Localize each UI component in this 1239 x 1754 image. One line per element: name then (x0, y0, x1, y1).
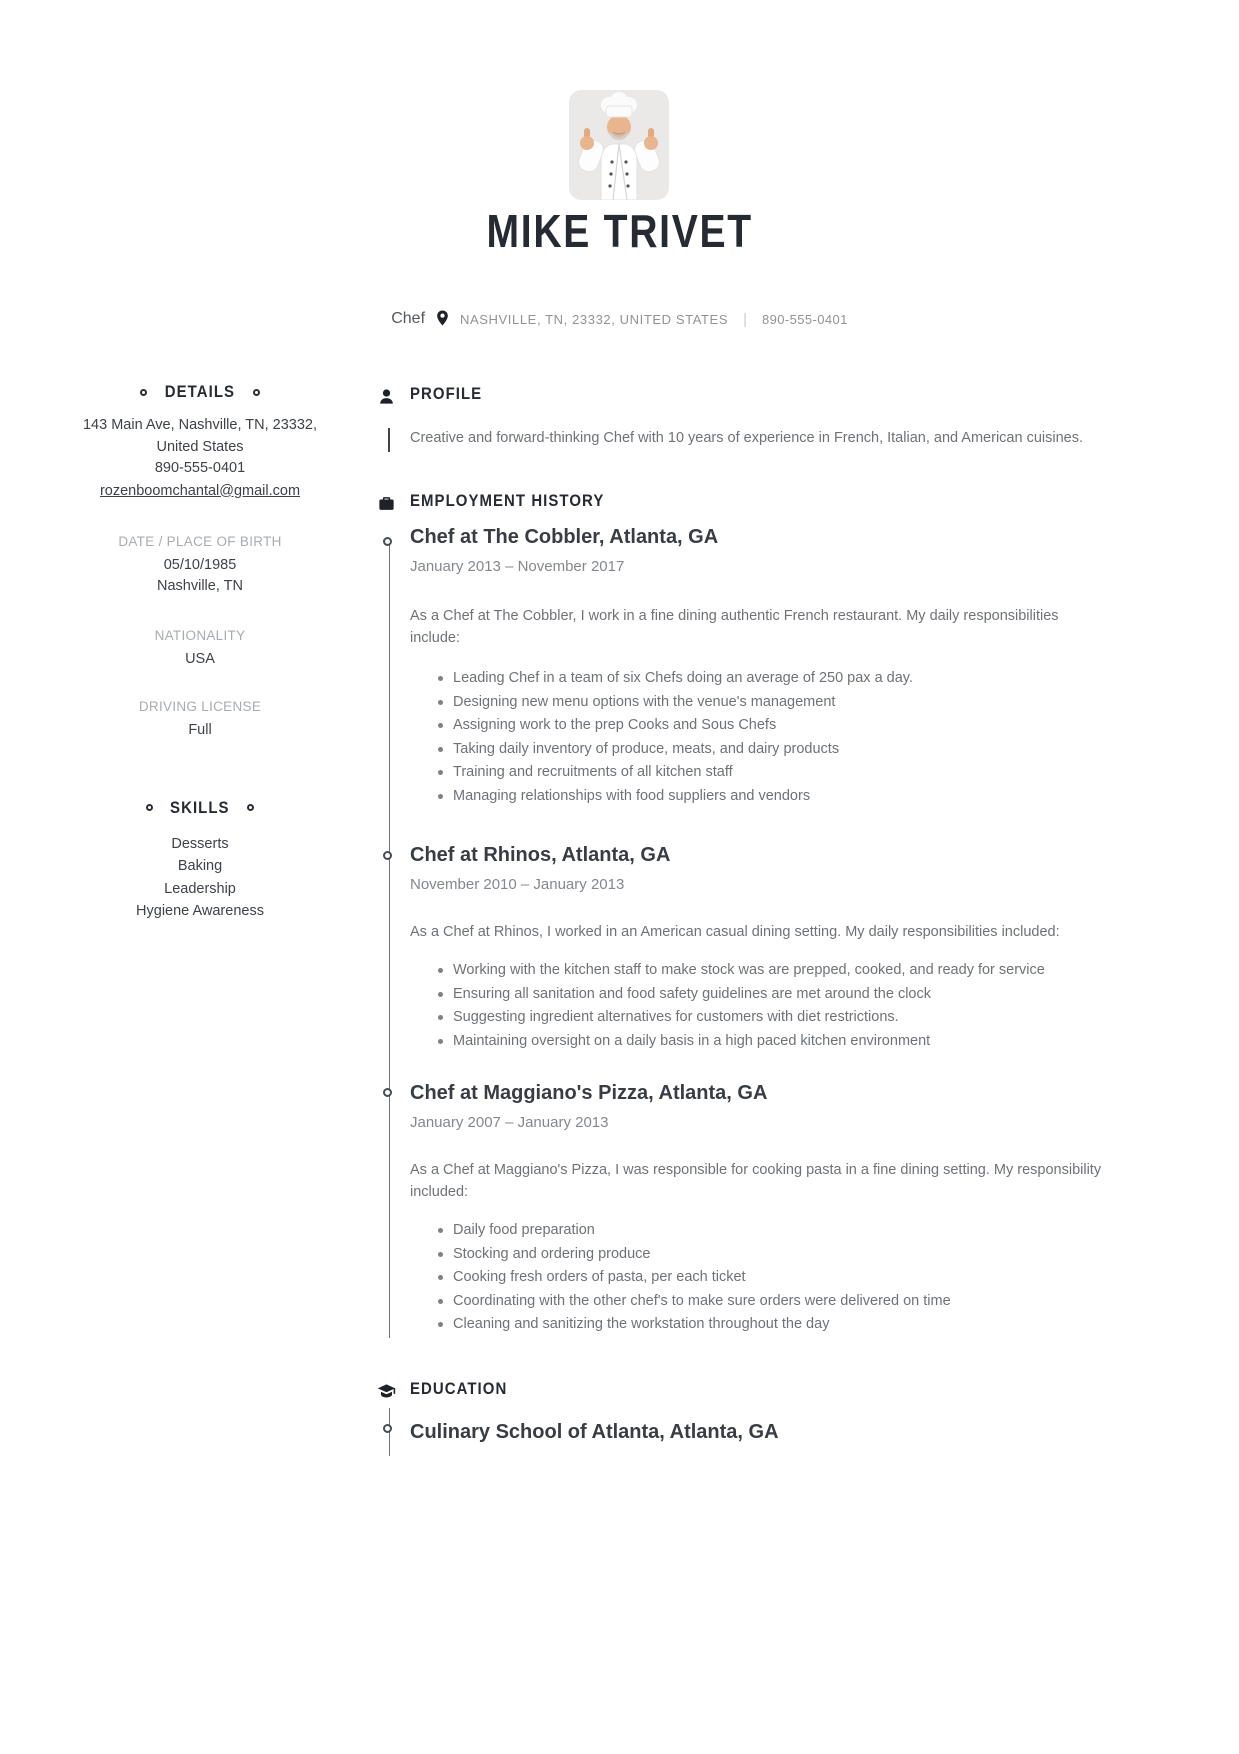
job-bullet: Leading Chef in a team of six Chefs doing an average of 250 pax a day. (410, 667, 1110, 691)
email-row (70, 480, 330, 502)
skill-item: Hygiene Awareness (136, 903, 264, 919)
job-bullet: Suggesting ingredient alternatives for customers with diet restrictions. (410, 1006, 1110, 1030)
skills-title: SKILLS (170, 797, 230, 817)
phone-text: 890-555-0401 (762, 311, 848, 327)
job-bullet: Maintaining oversight on a daily basis in a high paced kitchen environment (410, 1030, 1110, 1054)
timeline-node (383, 537, 392, 546)
job-description: As a Chef at Rhinos, I worked in an American casual dining setting. My daily responsibilities included: (410, 924, 1060, 940)
skills-section (70, 798, 330, 923)
timeline-node (383, 1424, 392, 1433)
education-item: Culinary School of Atlanta, Atlanta, GA (410, 1421, 779, 1443)
job-title: Chef at Maggiano's Pizza, Atlanta, GA (410, 1082, 768, 1104)
license-label: DRIVING LICENSE (138, 699, 262, 714)
birth-date: 05/10/1985 (163, 556, 237, 573)
employment-heading (410, 491, 631, 511)
nationality-value: USA (185, 650, 215, 667)
address-text: 143 Main Ave, Nashville, TN, 23332, United States (82, 417, 318, 455)
skill-item: Baking (177, 858, 223, 874)
job-dates: January 2013 – November 2017 (410, 558, 625, 575)
location-pin-icon (436, 310, 449, 326)
job-entry (410, 840, 1110, 1053)
job-bullet-list (410, 959, 1110, 1053)
job-bullet: Coordinating with the other chef's to make sure orders were delivered on time (410, 1290, 1110, 1314)
sidebar (70, 382, 330, 923)
job-bullet-list (410, 667, 1110, 808)
birth-place: Nashville, TN (157, 578, 243, 594)
detail-group-nationality (70, 627, 330, 671)
ring-decoration (140, 389, 147, 396)
license-value: Full (188, 722, 212, 738)
job-bullet: Cleaning and sanitizing the workstation throughout the day (410, 1313, 1110, 1337)
job-entry (410, 1078, 1110, 1337)
timeline-node (383, 1088, 392, 1097)
skill-item: Leadership (164, 880, 236, 897)
job-bullet: Cooking fresh orders of pasta, per each ticket (410, 1266, 1110, 1290)
detail-group-license (70, 698, 330, 742)
ring-decoration (253, 389, 260, 396)
profile-accent-bar (388, 428, 390, 452)
location-text: NASHVILLE, TN, 23332, UNITED STATES (460, 311, 729, 327)
detail-group-birth (70, 533, 330, 598)
job-bullet: Designing new menu options with the venue's management (410, 691, 1110, 715)
job-title: Chef at The Cobbler, Atlanta, GA (410, 526, 719, 548)
profile-heading (410, 384, 492, 404)
employment-title: EMPLOYMENT HISTORY (410, 491, 605, 510)
job-dates: November 2010 – January 2013 (410, 876, 625, 893)
job-role: Chef (391, 310, 426, 327)
email-link[interactable]: rozenboomchantal@gmail.com (99, 482, 301, 499)
header-subtitle (0, 310, 1239, 328)
briefcase-icon (377, 494, 396, 513)
profile-text: Creative and forward-thinking Chef with 10 years of experience in French, Italian, and American cuisines. (410, 430, 1083, 446)
job-dates: January 2007 – January 2013 (410, 1114, 609, 1131)
job-bullet: Taking daily inventory of produce, meats, and dairy products (410, 738, 1110, 762)
profile-photo (569, 90, 669, 200)
job-bullet: Assigning work to the prep Cooks and Sous Chefs (410, 714, 1110, 738)
education-title: EDUCATION (410, 1379, 508, 1398)
job-bullet-list (410, 1219, 1110, 1337)
job-description: As a Chef at Maggiano's Pizza, I was responsible for cooking pasta in a fine dining setting. My responsibility included: (410, 1162, 1102, 1200)
page-title (0, 204, 1239, 258)
job-description: As a Chef at The Cobbler, I work in a fine dining authentic French restaurant. My daily responsibilities include: (410, 608, 1059, 646)
job-bullet: Working with the kitchen staff to make stock was are prepped, cooked, and ready for service (410, 959, 1110, 983)
profile-title: PROFILE (410, 384, 483, 403)
details-title: DETAILS (164, 382, 236, 401)
birth-label: DATE / PLACE OF BIRTH (118, 533, 282, 549)
job-bullet: Stocking and ordering produce (410, 1243, 1110, 1267)
job-title: Chef at Rhinos, Atlanta, GA (410, 844, 671, 866)
nationality-label: NATIONALITY (154, 627, 246, 643)
details-heading (70, 382, 330, 402)
ring-decoration (146, 804, 153, 811)
job-bullet: Training and recruitments of all kitchen staff (410, 761, 1110, 785)
chef-photo-illustration (569, 90, 669, 200)
job-bullet: Ensuring all sanitation and food safety guidelines are met around the clock (410, 983, 1110, 1007)
skills-list (70, 833, 330, 923)
subtitle-divider: | (743, 310, 748, 328)
graduation-cap-icon (377, 1382, 396, 1401)
skill-item: Desserts (171, 835, 229, 852)
education-heading (410, 1379, 521, 1399)
job-bullet: Daily food preparation (410, 1219, 1110, 1243)
sidebar-phone: 890-555-0401 (154, 460, 246, 476)
person-icon (377, 387, 396, 406)
ring-decoration (247, 804, 254, 811)
candidate-name: MIKE TRIVET (486, 205, 753, 257)
timeline-node (383, 851, 392, 860)
employment-timeline-line (389, 542, 390, 1338)
job-entry (410, 522, 1110, 808)
job-bullet: Managing relationships with food suppliers and vendors (410, 785, 1110, 809)
skills-heading (70, 798, 330, 818)
